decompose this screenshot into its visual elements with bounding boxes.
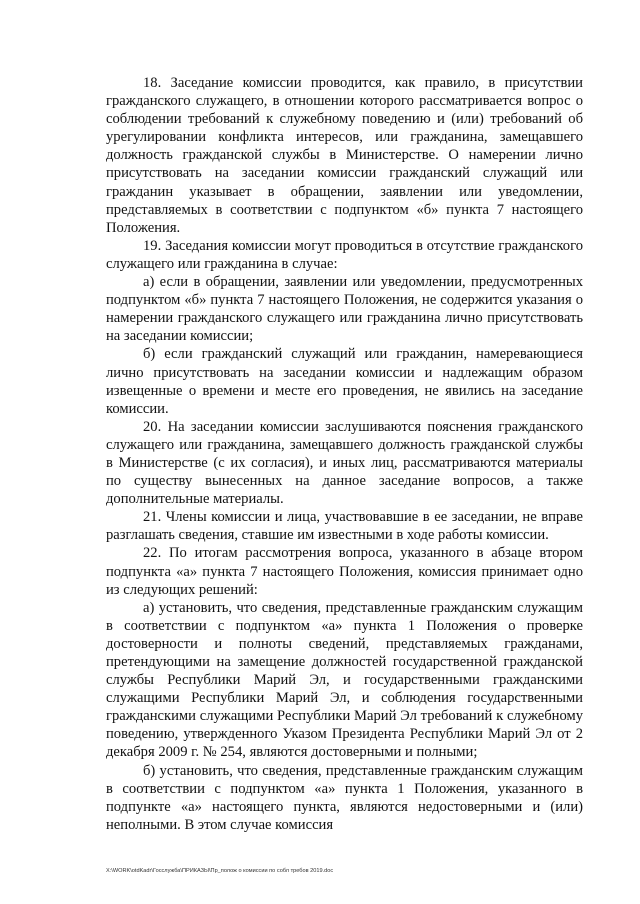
paragraph-19: 19. Заседания комиссии могут проводиться в отсутствие гражданского служащего или гражданина в случае: (106, 237, 583, 272)
paragraph-22: 22. По итогам рассмотрения вопроса, указанного в абзаце втором подпункта «а» пункта 7 настоящего Положения, комиссия принимает одно из следующих решений: (106, 545, 583, 598)
paragraph-18: 18. Заседание комиссии проводится, как правило, в присутствии гражданского служащего, в отношении которого рассматривается вопрос о соблюдении требований к служебному поведению и (или) требований об урегулировании конфликта интересов, или гражданина, замещавшего должность гражданской службы в Министерстве. О намерении лично присутствовать на заседании комиссии гражданский служащий или гражданин указывает в обращении, заявлении или уведомлении, представляемых в соответствии с подпунктом «б» пункта 7 настоящего Положения. (106, 75, 583, 236)
paragraph-19-a: а) если в обращении, заявлении или уведомлении, предусмотренных подпунктом «б» пункта 7 настоящего Положения, не содержится указания о намерении гражданского служащего или гражданина лично присутствовать на заседании комиссии; (106, 274, 583, 345)
file-path-footer: X:\WORK\otdKadr\Госслужба\ПРИКАЗЫ\Пр_полож о комиссии по собл требов 2019.doc (106, 868, 334, 874)
paragraph-22-a: а) установить, что сведения, представленные гражданским служащим в соответствии с подпунктом «а» пункта 1 Положения о проверке достоверности и полноты сведений, представляемых гражданами, претендующими на замещение должностей государственной гражданской службы Республики Марий Эл, и государственными гражданскими служащими Республики Марий Эл, и соблюдения государственными гражданскими служащими Республики Марий Эл требований к служебному поведению, утвержденного Указом Президента Республики Марий Эл от 2 декабря 2009 г. № 254, являются достоверными и полными; (106, 599, 583, 761)
paragraph-19-b: б) если гражданский служащий или гражданин, намеревающиеся лично присутствовать на заседании комиссии и надлежащим образом извещенные о времени и месте его проведения, не явились на заседание комиссии. (106, 346, 583, 417)
document-body (106, 74, 583, 834)
paragraph-20: 20. На заседании комиссии заслушиваются пояснения гражданского служащего или гражданина, замещавшего должность гражданской службы в Министерстве (с их согласия), и иных лиц, рассматриваются материалы по существу вынесенных на данное заседание вопросов, а также дополнительные материалы. (106, 418, 583, 508)
paragraph-22-b: б) установить, что сведения, представленные гражданским служащим в соответствии с подпунктом «а» пункта 1 Положения, указанного в подпункте «а» настоящего пункта, являются недостоверными и (или) неполными. В этом случае комиссия (106, 762, 583, 833)
paragraph-21: 21. Члены комиссии и лица, участвовавшие в ее заседании, не вправе разглашать сведения, ставшие им известными в ходе работы комиссии. (106, 509, 583, 544)
